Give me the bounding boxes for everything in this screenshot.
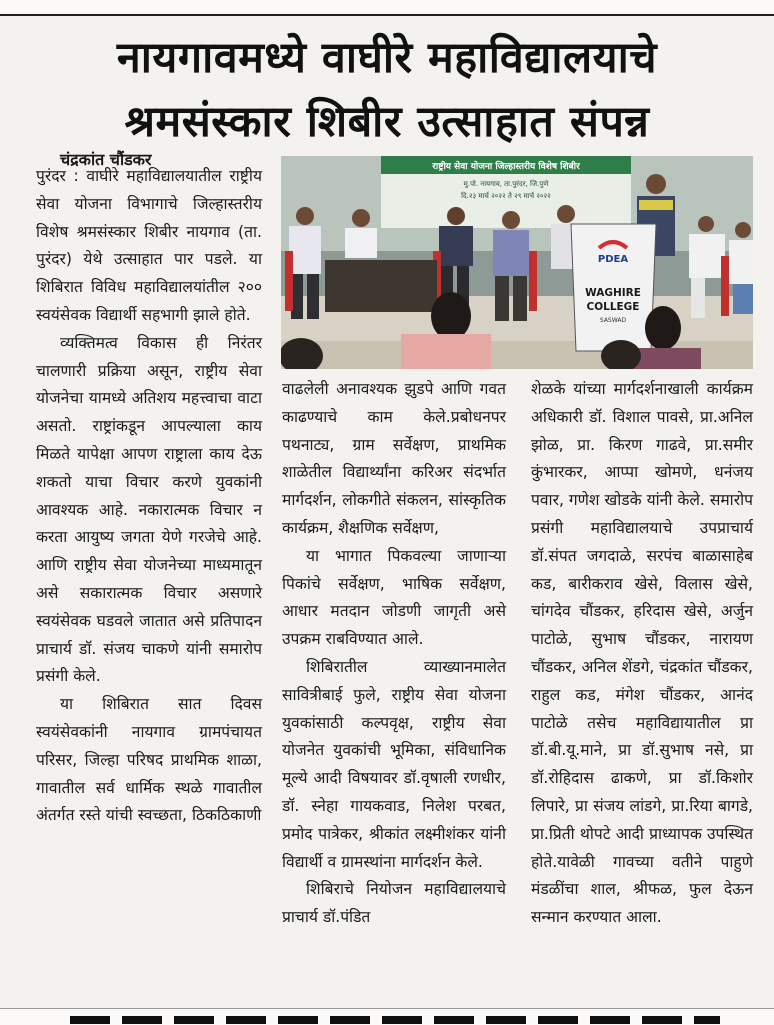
event-photo-illustration xyxy=(281,156,753,369)
event-photo xyxy=(281,156,753,369)
headline-line-2: श्रमसंस्कार शिबीर उत्साहात संपन्न xyxy=(124,97,650,147)
paragraph: शेळके यांच्या मार्गदर्शनाखाली कार्यक्रम अधिकारी डॉ. विशाल पावसे, प्रा.अनिल झोळ, प्रा. किरण गाढवे, प्रा.समीर कुंभारकर, आप्पा खोमणे, धनंजय पवार, गणेश खोडके यांनी केले. समारोप प्रसंगी महाविद्यालयाचे उपप्राचार्य डॉ.संपत जगदाळे, सरपंच बाळासाहेब कड, बारीकराव खेसे, विलास खेसे, चांगदेव चौंडकर, हरिदास खेसे, अर्जुन पाटोळे, सुभाष चौंडकर, नारायण चौंडकर, अनिल शेंडगे, चंद्रकांत चौंडकर, राहुल कड, मंगेश चौंडकर, आनंद पाटोळे तसेच महाविद्यायातील प्रा डॉ.बी.यू.माने, प्रा डॉ.सुभाष नसे, प्रा डॉ.रोहिदास ढाकणे, प्रा डॉ.किशोर लिपारे, प्रा संजय लांडगे, प्रा.रिया बागडे, प्रा.प्रिती थोपटे आदी प्राध्यापक उपस्थित होते.यावेळी गावच्या वतीने पाहुणे मंडळींचा शाल, श्रीफळ, फुल देऊन सन्मान करण्यात आला. xyxy=(531,380,753,927)
paragraph: शिबिरातील व्याख्यानमालेत सावित्रीबाई फुले, राष्ट्रीय सेवा योजना युवकांसाठी कल्पवृक्ष, राष्ट्रीय सेवा योजनेत युवकांची भूमिका, संविधानिक मूल्ये आदी विषयावर डॉ.वृषाली रणधीर, डॉ. स्नेहा गायकवाड, निलेश परबत, प्रमोद पात्रेकर, श्रीकांत लक्ष्मीशंकर यांनी विद्यार्थी व ग्रामस्थांना मार्गदर्शन केले. xyxy=(282,657,506,871)
cropped-top-edge xyxy=(0,0,774,16)
paragraph: वाढलेली अनावश्यक झुडपे आणि गवत काढण्याचे काम केले.प्रबोधनपर पथनाट्य, ग्राम सर्वेक्षण, प्राथमिक शाळेतील विद्यार्थ्यांना करिअर संदर्भात मार्गदर्शन, लोकगीते संकलन, सांस्कृतिक कार्यक्रम, शैक्षणिक सर्वेक्षण, xyxy=(282,380,506,537)
paragraph: या भागात पिकवल्या जाणाऱ्या पिकांचे सर्वेक्षण, भाषिक सर्वेक्षण, आधार मतदान जोडणी जागृती असे उपक्रम राबविण्यात आले. xyxy=(282,546,506,649)
headline-line-1: नायगावमध्ये वाघीरे महाविद्यालयाचे xyxy=(116,33,658,83)
podium-logo: PDEA xyxy=(597,254,629,265)
paragraph: व्यक्तिमत्व विकास ही निरंतर चालणारी प्रक्रिया असून, राष्ट्रीय सेवा योजनेचा यामध्ये अतिशय महत्त्वाचा वाटा असतो. राष्ट्रांकडून आपल्याला काय मिळते यापेक्षा आपण राष्ट्राला काय देऊ शकतो याचा विचार करणे युवकांनी आवश्यक आहे. नकारात्मक विचार न करता आयुष्य जगता येणे गरजेचे आहे. आणि राष्ट्रीय सेवा योजनेच्या माध्यमातून असे सकारात्मक विचार असणारे स्वयंसेवक घडवले जातात असे प्रतिपादन प्राचार्य डॉ. संजय चाकणे यांनी समारोप प्रसंगी केले. xyxy=(36,333,262,686)
paragraph: या शिबिरात सात दिवस स्वयंसेवकांनी नायगाव ग्रामपंचायत परिसर, जिल्हा परिषद प्राथमिक शाळा, गावातील सर्व धार्मिक स्थळे गावातील अंतर्गत रस्ते यांची स्वच्छता, ठिकठिकाणी xyxy=(36,695,262,825)
podium-college-2: COLLEGE xyxy=(586,301,640,313)
podium-college-1: WAGHIRE xyxy=(585,287,641,299)
article-column-1 xyxy=(36,163,262,830)
paragraph: पुरंदर : वाघीरे महाविद्यालयातील राष्ट्रीय सेवा योजना विभागाचे जिल्हास्तरीय विशेष श्रमसंस्कार शिबीर नायगाव (ता. पुरंदर) येथे उत्साहात पार पडले. या शिबिरात विविध महाविद्यालयांतील २०० स्वयंसेवक विद्यार्थी सहभागी झाले होते. xyxy=(36,167,262,324)
article-column-3 xyxy=(531,376,753,932)
banner-dates: दि.२३ मार्च २०२२ ते २९ मार्च २०२२ xyxy=(461,192,551,200)
podium xyxy=(571,224,656,351)
byline: चंद्रकांत चौंडकर xyxy=(60,150,152,169)
article-column-2 xyxy=(282,376,506,932)
dais-table xyxy=(325,260,437,312)
banner-place: मु.पो. नायगाव, ता.पुरंदर, जि.पुणे xyxy=(463,180,549,188)
cropped-next-headline xyxy=(70,1016,720,1024)
banner-title: राष्ट्रीय सेवा योजना जिल्हास्तरीय विशेष शिबीर xyxy=(432,162,580,172)
paragraph: शिबिराचे नियोजन महाविद्यालयाचे प्राचार्य डॉ.पंडित xyxy=(282,880,506,927)
podium-college-3: SASWAD xyxy=(599,317,627,324)
